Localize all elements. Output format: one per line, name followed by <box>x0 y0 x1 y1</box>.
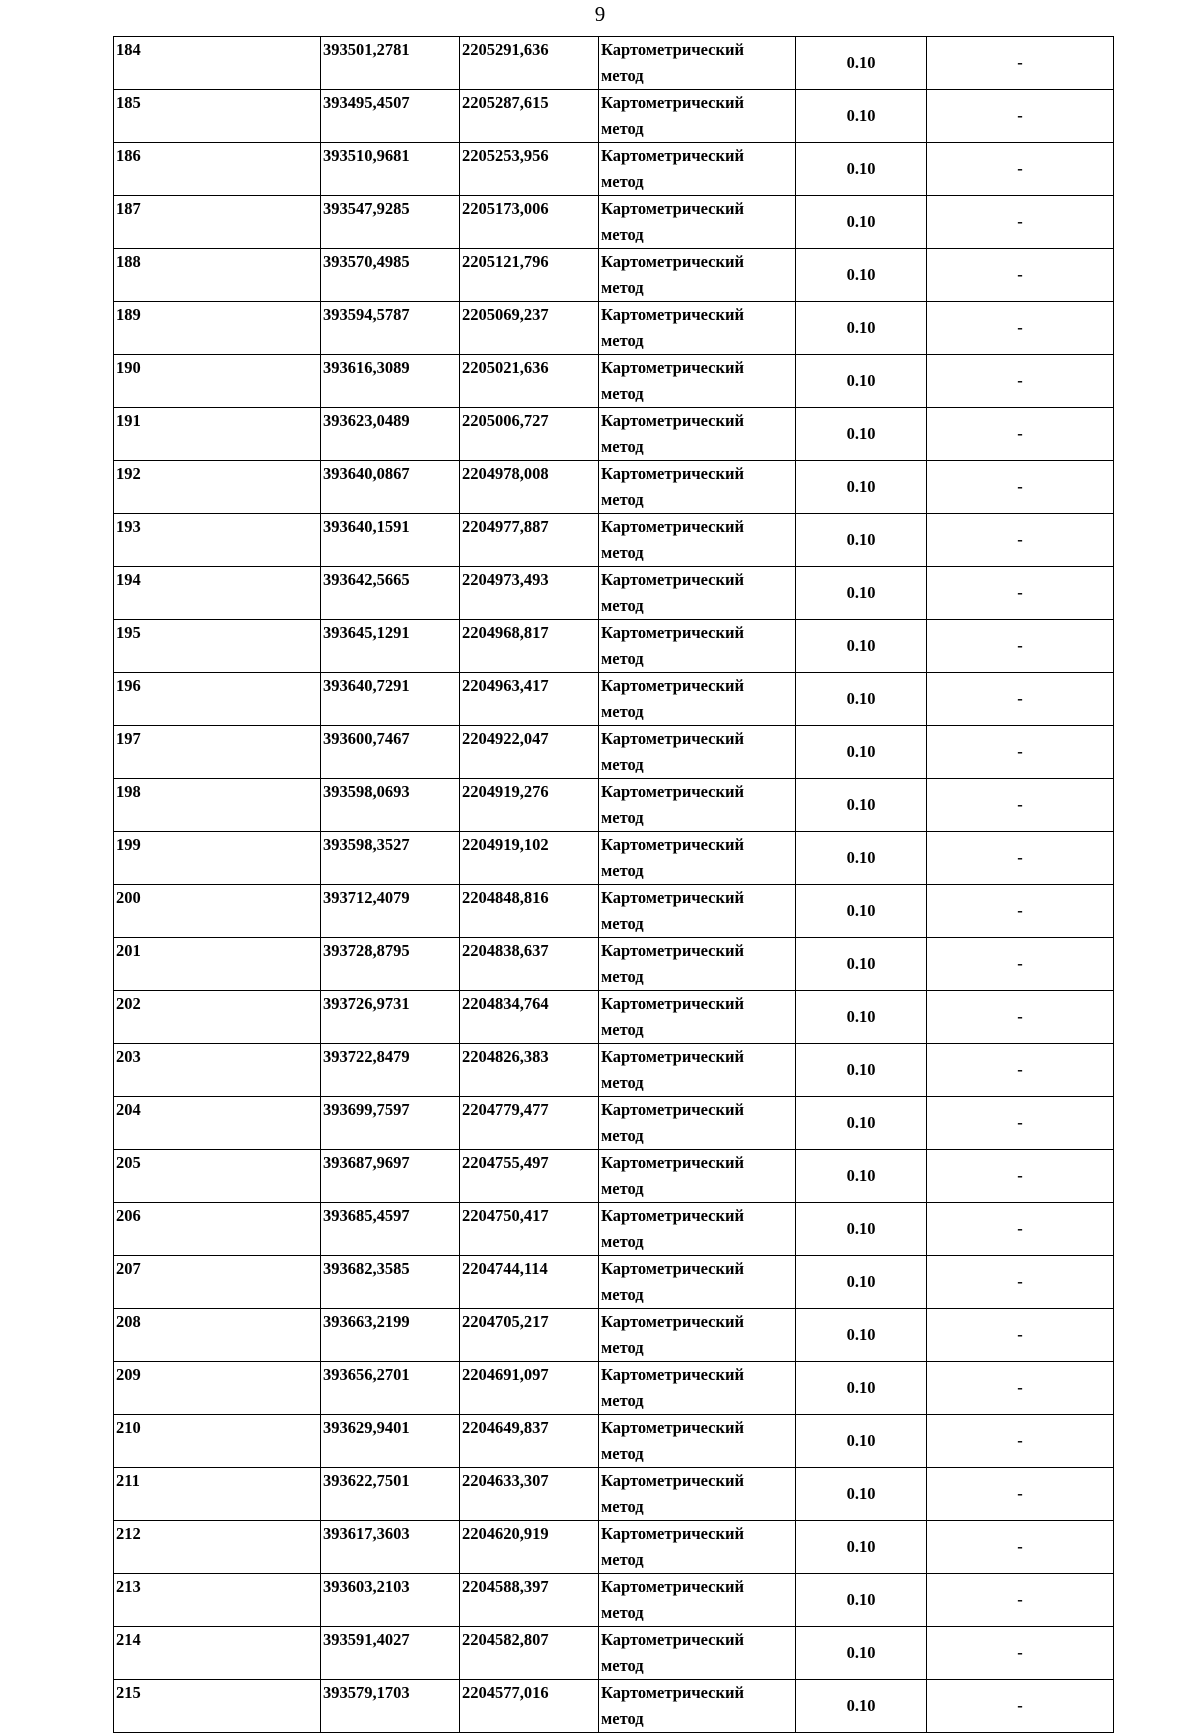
x-coordinate-cell: 393640,0867 <box>321 461 460 514</box>
accuracy-cell: 0.10 <box>796 1521 927 1574</box>
method-line-1: Картометрический <box>601 1100 745 1119</box>
x-coordinate-cell: 393495,4507 <box>321 90 460 143</box>
method-cell <box>599 1097 796 1150</box>
method-line-1: Картометрический <box>601 994 745 1013</box>
method-cell <box>599 1627 796 1680</box>
method-line-2: метод <box>601 1020 644 1039</box>
method-line-1: Картометрический <box>601 1418 745 1437</box>
y-coordinate-cell: 2204577,016 <box>460 1680 599 1733</box>
x-coordinate-cell: 393579,1703 <box>321 1680 460 1733</box>
table-row <box>114 1309 1114 1362</box>
method-line-1: Картометрический <box>601 199 745 218</box>
y-coordinate-cell: 2204744,114 <box>460 1256 599 1309</box>
table-row <box>114 620 1114 673</box>
y-coordinate-cell: 2204838,637 <box>460 938 599 991</box>
method-line-2: метод <box>601 702 644 721</box>
method-cell <box>599 1468 796 1521</box>
method-cell <box>599 1203 796 1256</box>
x-coordinate-cell: 393510,9681 <box>321 143 460 196</box>
accuracy-cell: 0.10 <box>796 1097 927 1150</box>
note-cell: - <box>927 355 1114 408</box>
point-number-cell: 200 <box>114 885 321 938</box>
accuracy-cell: 0.10 <box>796 37 927 90</box>
point-number-cell: 198 <box>114 779 321 832</box>
x-coordinate-cell: 393685,4597 <box>321 1203 460 1256</box>
accuracy-cell: 0.10 <box>796 673 927 726</box>
method-line-1: Картометрический <box>601 835 745 854</box>
method-line-1: Картометрический <box>601 888 745 907</box>
point-number-cell: 187 <box>114 196 321 249</box>
table-row <box>114 567 1114 620</box>
method-line-2: метод <box>601 1179 644 1198</box>
y-coordinate-cell: 2205253,956 <box>460 143 599 196</box>
method-line-1: Картометрический <box>601 464 745 483</box>
accuracy-cell: 0.10 <box>796 1044 927 1097</box>
accuracy-cell: 0.10 <box>796 991 927 1044</box>
x-coordinate-cell: 393712,4079 <box>321 885 460 938</box>
method-cell <box>599 726 796 779</box>
point-number-cell: 190 <box>114 355 321 408</box>
x-coordinate-cell: 393682,3585 <box>321 1256 460 1309</box>
method-cell <box>599 355 796 408</box>
accuracy-cell: 0.10 <box>796 1680 927 1733</box>
x-coordinate-cell: 393722,8479 <box>321 1044 460 1097</box>
table-row <box>114 1256 1114 1309</box>
method-line-1: Картометрический <box>601 93 745 112</box>
accuracy-cell: 0.10 <box>796 514 927 567</box>
method-line-2: метод <box>601 1550 644 1569</box>
method-cell <box>599 991 796 1044</box>
accuracy-cell: 0.10 <box>796 938 927 991</box>
note-cell: - <box>927 1680 1114 1733</box>
accuracy-cell: 0.10 <box>796 1150 927 1203</box>
x-coordinate-cell: 393663,2199 <box>321 1309 460 1362</box>
note-cell: - <box>927 1574 1114 1627</box>
method-cell <box>599 1521 796 1574</box>
y-coordinate-cell: 2205006,727 <box>460 408 599 461</box>
method-line-1: Картометрический <box>601 1683 745 1702</box>
table-row <box>114 1044 1114 1097</box>
x-coordinate-cell: 393640,1591 <box>321 514 460 567</box>
method-line-1: Картометрический <box>601 676 745 695</box>
point-number-cell: 215 <box>114 1680 321 1733</box>
method-line-1: Картометрический <box>601 941 745 960</box>
note-cell: - <box>927 1468 1114 1521</box>
method-cell <box>599 196 796 249</box>
y-coordinate-cell: 2204582,807 <box>460 1627 599 1680</box>
y-coordinate-cell: 2204633,307 <box>460 1468 599 1521</box>
table-row <box>114 90 1114 143</box>
table-row <box>114 1574 1114 1627</box>
y-coordinate-cell: 2204691,097 <box>460 1362 599 1415</box>
note-cell: - <box>927 143 1114 196</box>
accuracy-cell: 0.10 <box>796 779 927 832</box>
note-cell: - <box>927 938 1114 991</box>
method-line-1: Картометрический <box>601 1524 745 1543</box>
note-cell: - <box>927 1521 1114 1574</box>
note-cell: - <box>927 1627 1114 1680</box>
x-coordinate-cell: 393622,7501 <box>321 1468 460 1521</box>
y-coordinate-cell: 2204779,477 <box>460 1097 599 1150</box>
note-cell: - <box>927 1309 1114 1362</box>
y-coordinate-cell: 2205291,636 <box>460 37 599 90</box>
point-number-cell: 192 <box>114 461 321 514</box>
point-number-cell: 210 <box>114 1415 321 1468</box>
point-number-cell: 208 <box>114 1309 321 1362</box>
note-cell: - <box>927 196 1114 249</box>
table-row <box>114 1521 1114 1574</box>
table-row <box>114 885 1114 938</box>
x-coordinate-cell: 393642,5665 <box>321 567 460 620</box>
point-number-cell: 204 <box>114 1097 321 1150</box>
method-line-2: метод <box>601 119 644 138</box>
coordinates-table <box>113 36 1114 1733</box>
method-cell <box>599 1415 796 1468</box>
accuracy-cell: 0.10 <box>796 1362 927 1415</box>
y-coordinate-cell: 2204978,008 <box>460 461 599 514</box>
method-line-2: метод <box>601 1285 644 1304</box>
y-coordinate-cell: 2205173,006 <box>460 196 599 249</box>
accuracy-cell: 0.10 <box>796 620 927 673</box>
x-coordinate-cell: 393728,8795 <box>321 938 460 991</box>
note-cell: - <box>927 90 1114 143</box>
method-line-1: Картометрический <box>601 358 745 377</box>
method-line-2: метод <box>601 1232 644 1251</box>
note-cell: - <box>927 514 1114 567</box>
x-coordinate-cell: 393656,2701 <box>321 1362 460 1415</box>
method-cell <box>599 567 796 620</box>
note-cell: - <box>927 832 1114 885</box>
y-coordinate-cell: 2204826,383 <box>460 1044 599 1097</box>
accuracy-cell: 0.10 <box>796 355 927 408</box>
note-cell: - <box>927 567 1114 620</box>
method-line-1: Картометрический <box>601 1047 745 1066</box>
x-coordinate-cell: 393629,9401 <box>321 1415 460 1468</box>
table-row <box>114 1627 1114 1680</box>
y-coordinate-cell: 2204973,493 <box>460 567 599 620</box>
table-row <box>114 302 1114 355</box>
method-line-2: метод <box>601 649 644 668</box>
table-row <box>114 143 1114 196</box>
point-number-cell: 186 <box>114 143 321 196</box>
method-cell <box>599 408 796 461</box>
point-number-cell: 201 <box>114 938 321 991</box>
method-line-1: Картометрический <box>601 1471 745 1490</box>
method-cell <box>599 1680 796 1733</box>
method-cell <box>599 1309 796 1362</box>
note-cell: - <box>927 779 1114 832</box>
y-coordinate-cell: 2204588,397 <box>460 1574 599 1627</box>
y-coordinate-cell: 2204705,217 <box>460 1309 599 1362</box>
accuracy-cell: 0.10 <box>796 885 927 938</box>
method-cell <box>599 37 796 90</box>
point-number-cell: 213 <box>114 1574 321 1627</box>
table-row <box>114 779 1114 832</box>
table-row <box>114 1680 1114 1733</box>
x-coordinate-cell: 393603,2103 <box>321 1574 460 1627</box>
method-line-2: метод <box>601 1444 644 1463</box>
method-line-2: метод <box>601 808 644 827</box>
method-line-1: Картометрический <box>601 40 745 59</box>
point-number-cell: 203 <box>114 1044 321 1097</box>
y-coordinate-cell: 2204968,817 <box>460 620 599 673</box>
method-line-2: метод <box>601 1497 644 1516</box>
method-line-2: метод <box>601 543 644 562</box>
x-coordinate-cell: 393594,5787 <box>321 302 460 355</box>
method-line-1: Картометрический <box>601 729 745 748</box>
method-line-2: метод <box>601 437 644 456</box>
accuracy-cell: 0.10 <box>796 408 927 461</box>
accuracy-cell: 0.10 <box>796 196 927 249</box>
accuracy-cell: 0.10 <box>796 567 927 620</box>
method-line-1: Картометрический <box>601 1153 745 1172</box>
y-coordinate-cell: 2204834,764 <box>460 991 599 1044</box>
method-line-2: метод <box>601 384 644 403</box>
method-cell <box>599 885 796 938</box>
x-coordinate-cell: 393598,0693 <box>321 779 460 832</box>
method-line-2: метод <box>601 967 644 986</box>
method-line-2: метод <box>601 1073 644 1092</box>
point-number-cell: 211 <box>114 1468 321 1521</box>
note-cell: - <box>927 1256 1114 1309</box>
method-line-2: метод <box>601 1709 644 1728</box>
note-cell: - <box>927 249 1114 302</box>
accuracy-cell: 0.10 <box>796 90 927 143</box>
x-coordinate-cell: 393600,7467 <box>321 726 460 779</box>
page-number: 9 <box>594 2 606 26</box>
method-line-1: Картометрический <box>601 623 745 642</box>
method-line-1: Картометрический <box>601 411 745 430</box>
coordinates-table-body <box>114 37 1114 1733</box>
point-number-cell: 209 <box>114 1362 321 1415</box>
method-line-2: метод <box>601 278 644 297</box>
point-number-cell: 185 <box>114 90 321 143</box>
y-coordinate-cell: 2204922,047 <box>460 726 599 779</box>
y-coordinate-cell: 2204977,887 <box>460 514 599 567</box>
table-row <box>114 461 1114 514</box>
point-number-cell: 206 <box>114 1203 321 1256</box>
method-line-1: Картометрический <box>601 1577 745 1596</box>
note-cell: - <box>927 461 1114 514</box>
point-number-cell: 184 <box>114 37 321 90</box>
table-row <box>114 514 1114 567</box>
method-line-1: Картометрический <box>601 570 745 589</box>
method-cell <box>599 1150 796 1203</box>
method-line-2: метод <box>601 1126 644 1145</box>
method-line-2: метод <box>601 225 644 244</box>
method-line-2: метод <box>601 914 644 933</box>
table-row <box>114 355 1114 408</box>
y-coordinate-cell: 2205021,636 <box>460 355 599 408</box>
method-cell <box>599 514 796 567</box>
x-coordinate-cell: 393598,3527 <box>321 832 460 885</box>
point-number-cell: 197 <box>114 726 321 779</box>
accuracy-cell: 0.10 <box>796 1415 927 1468</box>
point-number-cell: 207 <box>114 1256 321 1309</box>
note-cell: - <box>927 1362 1114 1415</box>
method-line-2: метод <box>601 490 644 509</box>
accuracy-cell: 0.10 <box>796 1309 927 1362</box>
table-row <box>114 1415 1114 1468</box>
method-cell <box>599 90 796 143</box>
note-cell: - <box>927 991 1114 1044</box>
table-row <box>114 1203 1114 1256</box>
table-row <box>114 1097 1114 1150</box>
accuracy-cell: 0.10 <box>796 726 927 779</box>
table-row <box>114 1362 1114 1415</box>
method-line-2: метод <box>601 1391 644 1410</box>
note-cell: - <box>927 1415 1114 1468</box>
method-line-1: Картометрический <box>601 146 745 165</box>
method-cell <box>599 832 796 885</box>
method-line-2: метод <box>601 755 644 774</box>
note-cell: - <box>927 1044 1114 1097</box>
x-coordinate-cell: 393570,4985 <box>321 249 460 302</box>
point-number-cell: 202 <box>114 991 321 1044</box>
y-coordinate-cell: 2204848,816 <box>460 885 599 938</box>
point-number-cell: 195 <box>114 620 321 673</box>
point-number-cell: 214 <box>114 1627 321 1680</box>
point-number-cell: 205 <box>114 1150 321 1203</box>
point-number-cell: 196 <box>114 673 321 726</box>
note-cell: - <box>927 673 1114 726</box>
method-line-2: метод <box>601 331 644 350</box>
y-coordinate-cell: 2205287,615 <box>460 90 599 143</box>
method-cell <box>599 938 796 991</box>
accuracy-cell: 0.10 <box>796 832 927 885</box>
x-coordinate-cell: 393591,4027 <box>321 1627 460 1680</box>
note-cell: - <box>927 620 1114 673</box>
method-cell <box>599 620 796 673</box>
method-cell <box>599 143 796 196</box>
table-row <box>114 249 1114 302</box>
method-cell <box>599 1044 796 1097</box>
point-number-cell: 191 <box>114 408 321 461</box>
point-number-cell: 212 <box>114 1521 321 1574</box>
x-coordinate-cell: 393623,0489 <box>321 408 460 461</box>
table-row <box>114 1150 1114 1203</box>
table-row <box>114 938 1114 991</box>
accuracy-cell: 0.10 <box>796 302 927 355</box>
method-cell <box>599 1256 796 1309</box>
method-cell <box>599 779 796 832</box>
x-coordinate-cell: 393640,7291 <box>321 673 460 726</box>
x-coordinate-cell: 393726,9731 <box>321 991 460 1044</box>
y-coordinate-cell: 2204649,837 <box>460 1415 599 1468</box>
accuracy-cell: 0.10 <box>796 1627 927 1680</box>
method-cell <box>599 249 796 302</box>
accuracy-cell: 0.10 <box>796 461 927 514</box>
table-row <box>114 991 1114 1044</box>
x-coordinate-cell: 393699,7597 <box>321 1097 460 1150</box>
point-number-cell: 199 <box>114 832 321 885</box>
x-coordinate-cell: 393645,1291 <box>321 620 460 673</box>
method-line-1: Картометрический <box>601 1312 745 1331</box>
point-number-cell: 189 <box>114 302 321 355</box>
accuracy-cell: 0.10 <box>796 1203 927 1256</box>
accuracy-cell: 0.10 <box>796 143 927 196</box>
method-line-2: метод <box>601 172 644 191</box>
note-cell: - <box>927 1203 1114 1256</box>
y-coordinate-cell: 2204620,919 <box>460 1521 599 1574</box>
table-row <box>114 37 1114 90</box>
accuracy-cell: 0.10 <box>796 1468 927 1521</box>
y-coordinate-cell: 2204750,417 <box>460 1203 599 1256</box>
method-cell <box>599 302 796 355</box>
point-number-cell: 193 <box>114 514 321 567</box>
method-cell <box>599 461 796 514</box>
method-line-1: Картометрический <box>601 517 745 536</box>
method-line-2: метод <box>601 66 644 85</box>
method-line-1: Картометрический <box>601 1259 745 1278</box>
method-line-1: Картометрический <box>601 1630 745 1649</box>
y-coordinate-cell: 2205069,237 <box>460 302 599 355</box>
point-number-cell: 188 <box>114 249 321 302</box>
method-cell <box>599 1362 796 1415</box>
x-coordinate-cell: 393501,2781 <box>321 37 460 90</box>
x-coordinate-cell: 393617,3603 <box>321 1521 460 1574</box>
accuracy-cell: 0.10 <box>796 1574 927 1627</box>
y-coordinate-cell: 2205121,796 <box>460 249 599 302</box>
x-coordinate-cell: 393547,9285 <box>321 196 460 249</box>
x-coordinate-cell: 393687,9697 <box>321 1150 460 1203</box>
y-coordinate-cell: 2204919,276 <box>460 779 599 832</box>
y-coordinate-cell: 2204963,417 <box>460 673 599 726</box>
method-line-2: метод <box>601 861 644 880</box>
table-row <box>114 196 1114 249</box>
table-row <box>114 673 1114 726</box>
method-line-2: метод <box>601 1603 644 1622</box>
method-line-2: метод <box>601 1338 644 1357</box>
note-cell: - <box>927 726 1114 779</box>
table-row <box>114 726 1114 779</box>
note-cell: - <box>927 885 1114 938</box>
y-coordinate-cell: 2204919,102 <box>460 832 599 885</box>
table-row <box>114 1468 1114 1521</box>
method-line-1: Картометрический <box>601 1206 745 1225</box>
method-line-1: Картометрический <box>601 782 745 801</box>
point-number-cell: 194 <box>114 567 321 620</box>
method-line-2: метод <box>601 596 644 615</box>
method-cell <box>599 1574 796 1627</box>
note-cell: - <box>927 37 1114 90</box>
method-line-2: метод <box>601 1656 644 1675</box>
table-row <box>114 832 1114 885</box>
y-coordinate-cell: 2204755,497 <box>460 1150 599 1203</box>
method-cell <box>599 673 796 726</box>
method-line-1: Картометрический <box>601 305 745 324</box>
accuracy-cell: 0.10 <box>796 1256 927 1309</box>
note-cell: - <box>927 1097 1114 1150</box>
accuracy-cell: 0.10 <box>796 249 927 302</box>
note-cell: - <box>927 1150 1114 1203</box>
table-row <box>114 408 1114 461</box>
method-line-1: Картометрический <box>601 1365 745 1384</box>
note-cell: - <box>927 302 1114 355</box>
x-coordinate-cell: 393616,3089 <box>321 355 460 408</box>
method-line-1: Картометрический <box>601 252 745 271</box>
note-cell: - <box>927 408 1114 461</box>
